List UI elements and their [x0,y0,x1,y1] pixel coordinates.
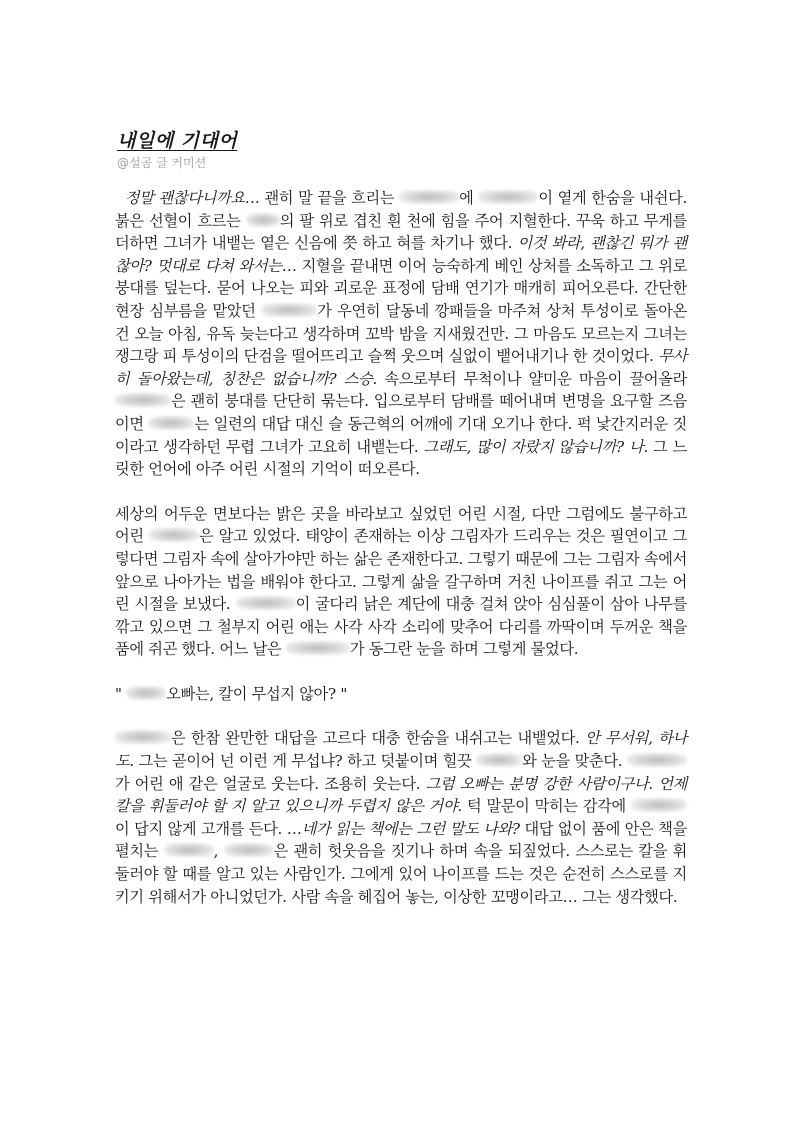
redacted-name [115,393,171,407]
text-run: 은 괜히 헛웃음을 짓기나 하며 속을 되짚었다. 스스로는 칼을 휘둘러야 할 때를 알고 있는 사람인가. 그에게 있어 나이프를 드는 것은 순전히 스스로를 지키기 위해서가 아니었던가. 사람 속을 헤집어 놓는, 이상한 꼬맹이라고… 그는 생각했다. [115,842,687,906]
redacted-name [126,686,166,700]
text-run: 속으로부터 무척이나 얄미운 마음이 끌어올라 [377,369,687,388]
text-run: 의 팔 위로 겹친 흰 천에 힘을 주어 지혈한다. 꾸욱 하고 무게를 더하면 그녀가 내뱉는 옅은 신음에 쯧 하고 혀를 차기나 했다. [115,211,687,253]
dialogue-italic: 안 무서워, 하나도. [115,729,688,771]
text-run: 이 굴다리 낡은 계단에 대충 걸쳐 앉아 심심풀이 삼아 나무를 깎고 있으면 그 철부지 어린 애는 사각 사각 소리에 맞추어 다리를 까딱이며 두꺼운 책을 품에 쥐곤 했다. 어느 날은 [115,595,687,659]
paragraph-gap [115,661,687,683]
redacted-name [236,596,296,610]
text-run: 이 옅게 한숨을 내쉰다. 붉은 선혈이 흐르는 [115,189,688,230]
quote-text: 오빠는, 칼이 무섭지 않아? " [166,684,348,703]
dialogue-italic: 이것 봐라, 괜찮긴 뭐가 괜찮아? 멋대로 다쳐 와서는… [115,234,687,275]
text-run: 가 어린 애 같은 얼굴로 웃는다. 조용히 웃는다. [115,774,426,793]
text-run: 그는 곧이어 넌 이런 게 무섭냐? 하고 덧붙이며 힐끗 [133,752,477,771]
dialogue-italic: 정말 괜찮다니까요… [124,189,260,207]
redacted-name [246,213,280,227]
story-body [115,187,687,908]
text-run: 는 일련의 대답 대신 슬 동근혁의 어깨에 기대 오기나 한다. 퍽 낯간지러운 짓이라고 생각하던 무렵 그녀가 고요히 내뱉는다. [115,414,687,456]
text-run: , [213,842,224,861]
redacted-name [476,753,522,767]
redacted-name [261,303,317,317]
redacted-name [399,190,459,204]
text-run: 와 눈을 맞춘다. [522,752,628,771]
text-run: 턱 말문이 막히는 감각에 [461,797,632,816]
dialogue-quote [115,683,687,706]
text-run: 가 동그란 눈을 하며 그렇게 물었다. [349,640,579,659]
quote-open: " [115,684,127,703]
redacted-name [148,416,194,430]
dialogue-italic: 그럼 오빠는 분명 강한 사람이구나. 언제 칼을 휘둘러야 할 지 알고 있으니까 두렵지 않은 거야. [115,774,687,816]
page-title: 내일에 기대어 [117,130,238,152]
text-run: 대답 없이 품에 안은 책을 펼치는 [115,819,687,861]
text-run: 세상의 어두운 면보다는 밝은 곳을 바라보고 싶었던 어린 시절, 다만 그럼에도 불구하고 어린 [115,504,687,546]
paragraph-2 [115,503,687,661]
text-run: 지혈을 끝내면 이어 능숙하게 베인 상처를 소독하고 그 위로 붕대를 덮는다. 묻어 나오는 피와 괴로운 표정에 담배 연기가 매캐히 피어오른다. 간단한 현장 심부름을 맡았던 [115,256,687,320]
paragraph-1 [115,187,687,481]
redacted-name [631,798,687,812]
dialogue-italic: …네가 읽는 책에는 그런 말도 나와? [286,819,520,838]
byline: @설곰 글 커미션 [117,156,207,170]
redacted-name [115,730,171,744]
text-run: 은 알고 있었다. 태양이 존재하는 이상 그림자가 드리우는 것은 필연이고 그렇다면 그림자 속에 살아가야만 하는 삶은 존재한다고. 그렇기 때문에 그는 그림자 속에서 앞으로 나아가는 법을 배워야 한다고. 그렇게 삶을 갈구하며 거친 나이프를 쥐고 그는 어린 시절을 보냈다. [115,527,687,614]
dialogue-italic: 그래도, 많이 자랐지 않습니까? 나. [423,437,648,456]
redacted-name [224,843,274,857]
text-run: 괜히 말 끝을 흐리는 [259,189,400,207]
document-header [117,128,237,171]
redacted-name [286,641,350,655]
text-run: 에 [459,189,479,207]
text-run: 그 느릿한 언어에 아주 어린 시절의 기억이 떠오른다. [115,437,687,479]
redacted-name [164,843,214,857]
text-run: 가 우연히 달동네 깡패들을 마주쳐 상처 투성이로 돌아온 건 오늘 아침, 유독 늦는다고 생각하며 꼬박 밤을 지새웠건만. 그 마음도 모르는지 그녀는 쟁그랑 피 투성이의 단검을 떨어뜨리고 슬쩍 웃으며 실없이 뱉어내기나 한 것이었다. [115,301,687,366]
text-run: 이 답지 않게 고개를 든다. [115,819,287,838]
redacted-name [478,190,538,204]
redacted-name [627,753,687,767]
text-run: 은 괜히 붕대를 단단히 묶는다. 입으로부터 담배를 떼어내며 변명을 요구할 즈음이면 [115,392,687,433]
redacted-name [149,528,199,542]
paragraph-3 [115,727,687,908]
text-run: 은 한참 완만한 대답을 고르다 대충 한숨을 내쉬고는 내뱉었다. [171,729,586,748]
paragraph-gap [115,705,687,727]
dialogue-italic: 무사히 돌아왔는데, 칭찬은 없습니까? 스승. [115,347,687,388]
paragraph-gap [115,481,687,503]
